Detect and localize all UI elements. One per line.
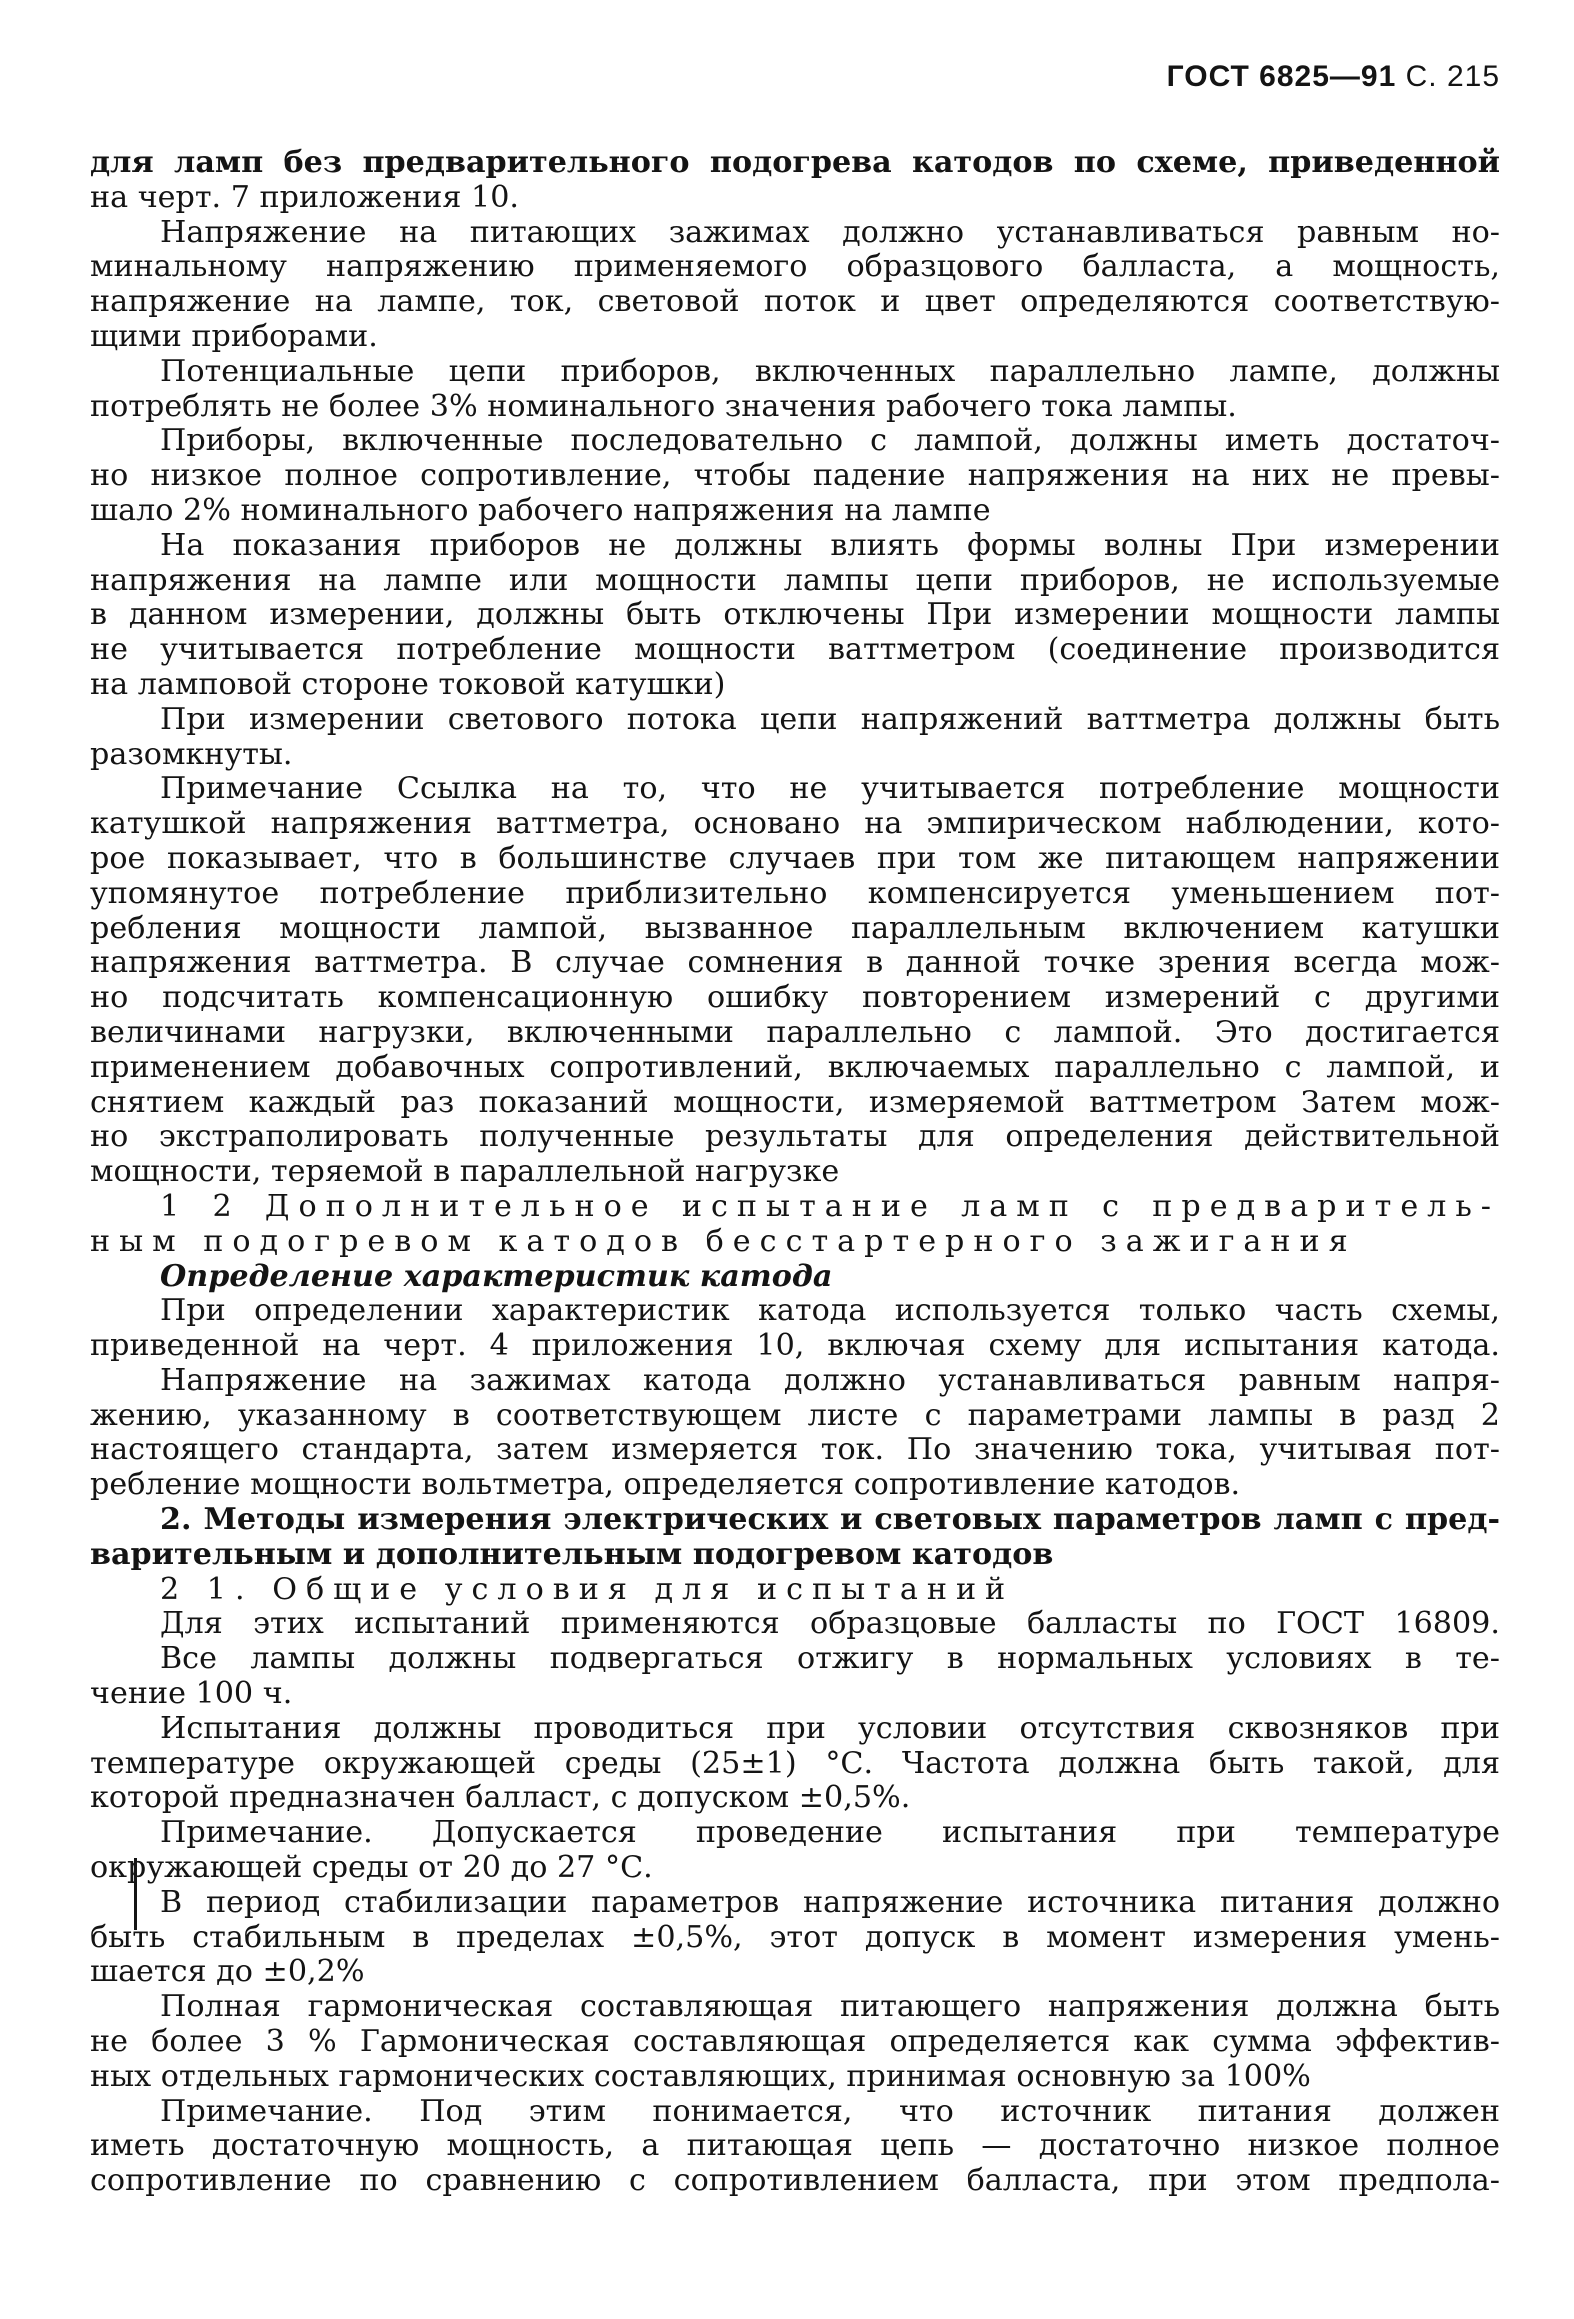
- text-line: Все лампы должны подвергаться отжигу в нормальных условиях в те-: [160, 1642, 1500, 1677]
- text-line: Определение характеристик катода: [160, 1259, 833, 1294]
- text-line: 2 1. Общие условия для испытаний: [160, 1572, 1015, 1607]
- text-line: Испытания должны проводиться при условии отсутствия сквозняков при: [160, 1711, 1500, 1746]
- body-text: [90, 146, 1500, 2199]
- text-line: которой предназначен балласт, с допуском ±0,5%.: [90, 1781, 911, 1816]
- text-line: 1 2 Дополнительное испытание ламп с предваритель-: [160, 1189, 1500, 1224]
- text-line: приведенной на черт. 4 приложения 10, включая схему для испытания катода.: [90, 1329, 1500, 1364]
- text-line: настоящего стандарта, затем измеряется ток. По значению тока, учитывая пот-: [90, 1433, 1500, 1468]
- text-line: потреблять не более 3% номинального значения рабочего тока лампы.: [90, 389, 1237, 424]
- text-line: не более 3 % Гармоническая составляющая определяется как сумма эффектив-: [90, 2025, 1500, 2060]
- text-line: минальному напряжению применяемого образцового балласта, а мощность,: [90, 250, 1500, 285]
- text-line: упомянутое потребление приблизительно компенсируется уменьшением пот-: [90, 876, 1500, 911]
- text-line: на черт. 7 приложения 10.: [90, 180, 519, 215]
- text-line: напряжения на лампе или мощности лампы цепи приборов, не используемые: [90, 563, 1500, 598]
- text-line: Потенциальные цепи приборов, включенных параллельно лампе, должны: [160, 354, 1500, 389]
- page-number: С. 215: [1405, 60, 1500, 93]
- text-line: Приборы, включенные последовательно с лампой, должны иметь достаточ-: [160, 424, 1500, 459]
- text-line: При определении характеристик катода используется только часть схемы,: [160, 1294, 1500, 1329]
- text-line: варительным и дополнительным подогревом катодов: [90, 1537, 1054, 1572]
- text-line: При измерении светового потока цепи напряжений ваттметра должны быть: [160, 702, 1500, 737]
- text-line: Полная гармоническая составляющая питающего напряжения должна быть: [160, 1990, 1500, 2025]
- text-line: применением добавочных сопротивлений, включаемых параллельно с лампой, и: [90, 1050, 1500, 1085]
- text-line: 2. Методы измерения электрических и световых параметров ламп с пред-: [160, 1503, 1500, 1538]
- text-line: напряжение на лампе, ток, световой поток и цвет определяются соответствую-: [90, 285, 1500, 320]
- text-line: жению, указанному в соответствующем листе с параметрами лампы в разд 2: [90, 1398, 1500, 1433]
- text-line: сопротивление по сравнению с сопротивлением балласта, при этом предпола-: [90, 2164, 1500, 2199]
- text-line: быть стабильным в пределах ±0,5%, этот допуск в момент измерения умень-: [90, 1920, 1500, 1955]
- text-line: в данном измерении, должны быть отключены При измерении мощности лампы: [90, 598, 1500, 633]
- text-line: Примечание. Под этим понимается, что источник питания должен: [160, 2094, 1500, 2129]
- text-line: ребления мощности лампой, вызванное параллельным включением катушки: [90, 911, 1500, 946]
- text-line: ных отдельных гармонических составляющих, принимая основную за 100%: [90, 2059, 1311, 2094]
- text-line: мощности, теряемой в параллельной нагрузке: [90, 1155, 840, 1190]
- text-line: температуре окружающей среды (25±1) °С. Частота должна быть такой, для: [90, 1746, 1500, 1781]
- text-line: на ламповой стороне токовой катушки): [90, 667, 726, 702]
- text-line: Напряжение на зажимах катода должно устанавливаться равным напря-: [160, 1363, 1500, 1398]
- text-line: В период стабилизации параметров напряжение источника питания должно: [160, 1885, 1500, 1920]
- text-line: для ламп без предварительного подогрева катодов по схеме, приведенной: [90, 146, 1500, 180]
- text-line: шало 2% номинального рабочего напряжения на лампе: [90, 493, 991, 528]
- text-line: иметь достаточную мощность, а питающая цепь — достаточно низкое полное: [90, 2129, 1500, 2164]
- text-line: щими приборами.: [90, 319, 378, 354]
- text-line: но экстраполировать полученные результаты для определения действительной: [90, 1120, 1500, 1155]
- standard-number: ГОСТ 6825—91: [1166, 60, 1397, 93]
- text-line: рое показывает, что в большинстве случаев при том же питающем напряжении: [90, 841, 1500, 876]
- text-line: Примечание Ссылка на то, что не учитывается потребление мощности: [160, 772, 1500, 807]
- text-line: На показания приборов не должны влиять формы волны При измерении: [160, 528, 1500, 563]
- text-line: катушкой напряжения ваттметра, основано на эмпирическом наблюдении, кото-: [90, 807, 1500, 842]
- text-line: ребление мощности вольтметра, определяется сопротивление катодов.: [90, 1468, 1241, 1503]
- text-line: но подсчитать компенсационную ошибку повторением измерений с другими: [90, 981, 1500, 1016]
- text-line: окружающей среды от 20 до 27 °С.: [90, 1851, 653, 1886]
- text-line: но низкое полное сопротивление, чтобы падение напряжения на них не превы-: [90, 459, 1500, 494]
- text-line: Примечание. Допускается проведение испытания при температуре: [160, 1816, 1500, 1851]
- text-line: Для этих испытаний применяются образцовые балласты по ГОСТ 16809.: [160, 1607, 1500, 1642]
- text-line: разомкнуты.: [90, 737, 293, 772]
- text-line: не учитывается потребление мощности ваттметром (соединение производится: [90, 633, 1500, 668]
- text-line: чение 100 ч.: [90, 1677, 293, 1712]
- text-line: снятием каждый раз показаний мощности, измеряемой ваттметром Затем мож-: [90, 1085, 1500, 1120]
- text-line: напряжения ваттметра. В случае сомнения в данной точке зрения всегда мож-: [90, 946, 1500, 981]
- text-line: шается до ±0,2%: [90, 1955, 365, 1990]
- page-header: [1167, 60, 1500, 94]
- document-page: [90, 60, 1500, 2300]
- text-line: ным подогревом катодов бесстартерного зажигания: [90, 1224, 1357, 1259]
- text-line: величинами нагрузки, включенными параллельно с лампой. Это достигается: [90, 1015, 1500, 1050]
- text-line: Напряжение на питающих зажимах должно устанавливаться равным но-: [160, 215, 1500, 250]
